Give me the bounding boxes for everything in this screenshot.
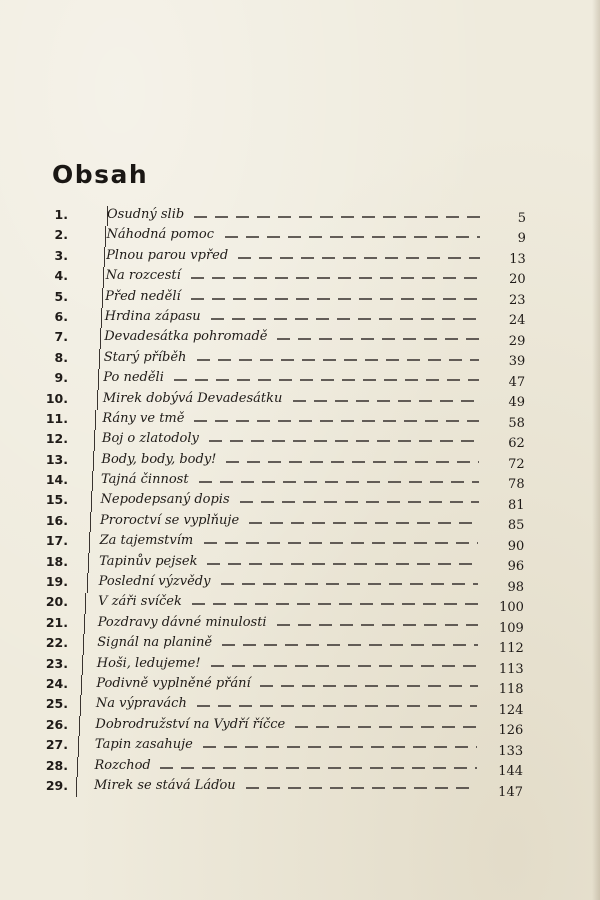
chapter-number: 27. [45,737,68,753]
dash-leader [207,563,478,565]
toc-entry[interactable] [0,532,600,552]
dash-leader [277,624,478,626]
toc-entry[interactable] [0,593,600,616]
chapter-number: 4. [54,268,68,284]
toc-entry[interactable] [0,512,600,532]
toc-entry[interactable] [0,328,600,348]
dash-leader [293,400,479,402]
chapter-title: Po neděli [103,370,164,386]
dash-leader [260,685,477,687]
page-number: 98 [507,579,525,595]
chapter-title: Proroctví se vyplňuje [100,512,240,528]
column-divider [82,655,83,675]
page-number: 78 [508,477,525,493]
dash-leader [249,522,478,524]
toc-entry[interactable] [0,308,600,328]
chapter-title: Mirek dobývá Devadesátku [102,390,283,406]
dash-leader [192,603,478,605]
column-divider [87,573,88,593]
page-number: 39 [508,354,526,370]
page-number: 96 [507,559,525,575]
page-number: 126 [498,723,524,739]
toc-entry[interactable] [0,777,600,800]
dash-leader [211,318,480,320]
column-divider [80,695,81,715]
chapter-number: 18. [45,553,68,569]
toc-entry[interactable] [0,716,600,739]
page-number: 124 [498,702,524,718]
dash-leader [199,481,479,483]
column-divider [97,390,98,410]
chapter-number: 17. [45,533,68,549]
column-divider [76,777,77,797]
page-number: 113 [498,661,524,677]
chapter-title: Poslední výzvědy [98,574,211,590]
chapter-number: 16. [45,512,68,528]
chapter-number: 24. [45,675,68,691]
column-divider [98,369,99,389]
toc-entry[interactable] [0,634,600,657]
chapter-title: Body, body, body! [101,451,217,467]
toc-entry[interactable] [0,349,600,369]
toc-entry[interactable] [0,451,600,471]
chapter-title: Podivně vyplněné přání [96,675,251,691]
chapter-number: 13. [45,451,68,467]
toc-entry[interactable] [0,573,600,593]
column-divider [103,267,104,287]
column-divider [100,328,101,348]
dash-leader [203,746,477,748]
column-divider [84,614,85,634]
column-divider [101,308,102,328]
toc-entry[interactable] [0,247,600,267]
page-number: 85 [507,518,525,534]
toc-entry[interactable] [0,410,600,430]
chapter-title: Plnou parou vpřed [106,247,229,263]
chapter-title: Před nedělí [105,288,181,304]
page-title: Obsah [52,160,149,189]
column-divider [94,430,95,450]
chapter-title: Dobrodružství na Vydří říčce [95,716,286,732]
chapter-number: 5. [54,288,68,304]
dash-leader [194,420,479,422]
chapter-title: Boj o zlatodoly [101,431,199,447]
chapter-title: Náhodná pomoc [106,227,215,243]
toc-entry[interactable] [0,553,600,573]
page-number: 62 [508,436,525,452]
chapter-number: 23. [45,655,68,671]
dash-leader [197,705,478,707]
column-divider [78,736,79,756]
chapter-title: Devadesátka pohromadě [104,329,268,345]
page-number: 100 [499,600,524,616]
chapter-number: 20. [45,594,68,610]
chapter-number: 11. [45,410,68,426]
page-number: 13 [509,251,526,267]
column-divider [102,288,103,308]
toc-entry[interactable] [0,226,600,246]
chapter-number: 28. [45,757,68,773]
column-divider [83,634,84,654]
page-number: 23 [509,292,526,308]
chapter-number: 8. [54,349,68,365]
toc-entry[interactable] [0,757,600,780]
chapter-title: Rozchod [94,757,151,773]
chapter-title: Nepodepsaný dopis [100,492,230,508]
column-divider [79,716,80,736]
toc-entry[interactable] [0,675,600,698]
dash-leader [246,787,477,789]
toc-entry[interactable] [0,614,600,634]
chapter-number: 1. [54,207,68,222]
chapter-number: 7. [54,329,68,345]
toc-entry[interactable] [0,695,600,718]
dash-leader [204,542,479,544]
dash-leader [197,359,480,361]
page-number: 133 [498,743,524,759]
chapter-number: 14. [45,472,68,488]
toc-entry[interactable] [0,471,600,491]
page-number: 58 [508,415,525,431]
chapter-title: Za tajemstvím [99,533,194,549]
chapter-title: V záři svíček [98,594,182,610]
page-number: 49 [508,395,526,411]
page-number: 118 [498,682,524,698]
chapter-number: 2. [54,227,68,243]
column-divider [77,757,78,777]
column-divider [95,410,96,430]
toc-entry[interactable] [0,369,600,389]
dash-leader [226,461,478,463]
toc-entry[interactable] [0,736,600,759]
chapter-title: Tajná činnost [100,472,189,488]
dash-leader [277,338,479,340]
chapter-title: Signál na planině [97,635,213,651]
page-number: 47 [508,374,526,390]
dash-leader [222,644,478,646]
dash-leader [174,379,479,381]
dash-leader [225,236,480,238]
dash-leader [295,726,477,728]
dash-leader [238,257,480,259]
column-divider [85,593,86,613]
dash-leader [211,665,478,667]
column-divider [89,532,90,552]
dash-leader [191,298,479,300]
toc-entry[interactable] [0,655,600,675]
chapter-number: 9. [54,370,68,386]
chapter-title: Mirek se stává Láďou [94,777,236,793]
page-number: 109 [499,620,524,636]
dash-leader [160,767,477,769]
toc-entry[interactable] [0,267,600,287]
chapter-number: 12. [45,431,68,447]
chapter-number: 15. [45,492,68,508]
chapter-title: Osudný slib [107,207,185,222]
dash-leader [209,440,479,442]
chapter-number: 29. [45,777,68,793]
chapter-title: Rány ve tmě [102,410,185,426]
chapter-number: 25. [45,696,68,712]
chapter-number: 6. [54,308,68,324]
column-divider [90,512,91,532]
dash-leader [191,277,480,279]
chapter-number: 21. [45,614,68,630]
chapter-number: 22. [45,635,68,651]
toc-entry[interactable] [0,206,600,226]
toc-entry[interactable] [0,390,600,410]
column-divider [99,349,100,369]
chapter-title: Tapinův pejsek [99,553,198,569]
page-number: 144 [498,764,524,780]
toc-entry[interactable] [0,288,600,308]
page-number: 112 [498,641,524,657]
toc-entry[interactable] [0,491,600,511]
chapter-number: 26. [45,716,68,732]
chapter-title: Pozdravy dávné minulosti [97,614,267,630]
page-number: 29 [508,333,526,349]
chapter-title: Na výpravách [95,696,187,712]
page-number: 147 [498,784,523,800]
column-divider [81,675,82,695]
table-of-contents [0,206,600,800]
column-divider [92,471,93,491]
chapter-title: Hrdina zápasu [104,308,201,324]
column-divider [91,491,92,511]
dash-leader [240,501,479,503]
column-divider [88,553,89,573]
dash-leader [221,583,478,585]
chapter-title: Starý příběh [103,349,187,365]
chapter-number: 19. [45,574,68,590]
chapter-title: Na rozcestí [105,268,181,284]
chapter-title: Tapin zasahuje [94,737,193,753]
chapter-number: 3. [54,247,68,263]
toc-entry[interactable] [0,430,600,450]
page-number: 90 [507,538,525,554]
page-number: 81 [507,497,525,513]
chapter-number: 10. [45,390,68,406]
page-number: 9 [517,231,526,247]
chapter-title: Hoši, ledujeme! [96,655,201,671]
column-divider [93,451,94,471]
page-number: 72 [508,456,525,472]
page-number: 5 [517,211,526,226]
dash-leader [194,216,480,218]
page-number: 20 [509,272,526,288]
page-number: 24 [508,313,526,329]
